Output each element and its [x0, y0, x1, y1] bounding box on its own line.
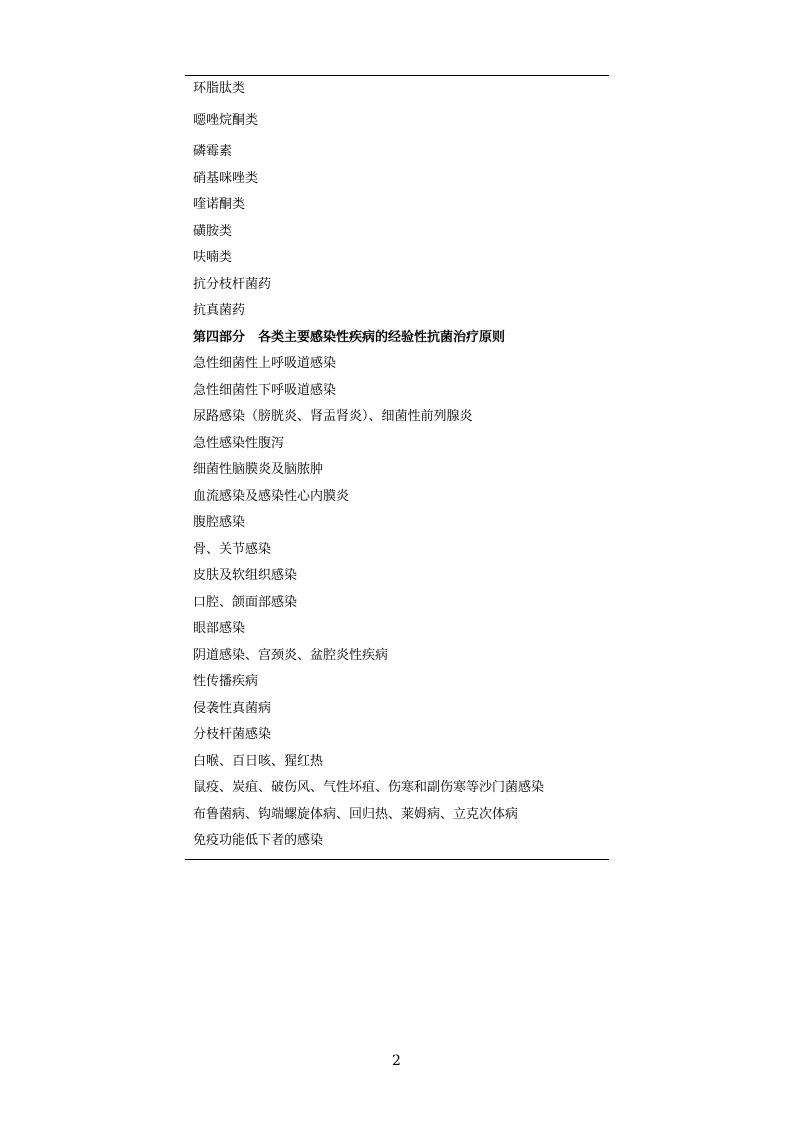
toc-entry: 抗真菌药 [193, 303, 246, 318]
toc-entry: 眼部感染 [193, 621, 246, 636]
toc-entry: 细菌性脑膜炎及脑脓肿 [193, 462, 324, 477]
toc-entry: 皮肤及软组织感染 [193, 568, 298, 583]
toc-entry: 鼠疫、炭疽、破伤风、气性坏疽、伤寒和副伤寒等沙门菌感染 [193, 780, 545, 795]
toc-entry: 分枝杆菌感染 [193, 727, 272, 742]
toc-entry: 磷霉素 [193, 144, 233, 159]
toc-entry: 硝基咪唑类 [193, 170, 259, 186]
table-of-contents [185, 75, 609, 860]
page-number: 2 [392, 1053, 401, 1069]
toc-entry: 呋喃类 [193, 250, 233, 265]
toc-entry: 急性感染性腹泻 [193, 435, 285, 451]
toc-entry: 磺胺类 [193, 223, 233, 239]
toc-entry: 尿路感染（膀胱炎、肾盂肾炎）、细菌性前列腺炎 [193, 409, 473, 424]
toc-entry: 性传播疾病 [193, 674, 259, 689]
toc-entry: 喹诺酮类 [193, 197, 246, 212]
toc-entry: 急性细菌性上呼吸道感染 [193, 356, 337, 371]
toc-entry: 环脂肽类 [193, 81, 246, 96]
toc-entry: 免疫功能低下者的感染 [193, 833, 324, 848]
toc-entry: 布鲁菌病、钩端螺旋体病、回归热、莱姆病、立克次体病 [193, 806, 519, 822]
toc-entry: 噁唑烷酮类 [193, 112, 259, 128]
toc-entry: 骨、关节感染 [193, 541, 272, 557]
toc-part-heading: 第四部分 各类主要感染性疾病的经验性抗菌治疗原则 [193, 329, 506, 345]
toc-entry: 抗分枝杆菌药 [193, 276, 272, 292]
toc-entry: 急性细菌性下呼吸道感染 [193, 382, 337, 398]
toc-entry: 侵袭性真菌病 [193, 700, 272, 716]
toc-entry: 血流感染及感染性心内膜炎 [193, 488, 350, 504]
toc-entry: 腹腔感染 [193, 515, 246, 530]
toc-entry: 白喉、百日咳、猩红热 [193, 753, 324, 769]
toc-entry: 阴道感染、宫颈炎、盆腔炎性疾病 [193, 647, 389, 663]
toc-entry: 口腔、颌面部感染 [193, 594, 298, 610]
